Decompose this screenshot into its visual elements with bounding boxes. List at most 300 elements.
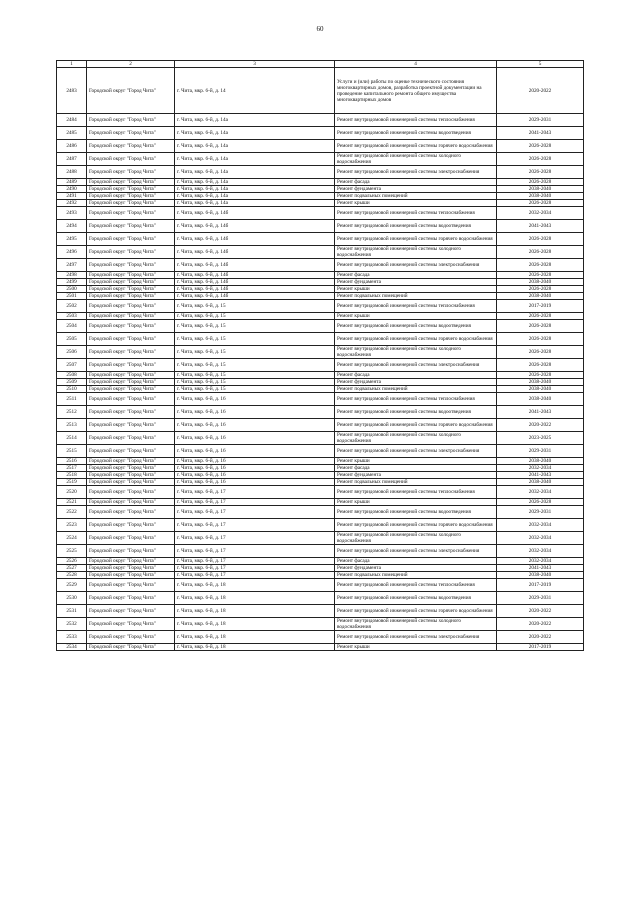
period-cell: 2032-2034: [497, 545, 584, 558]
repair-schedule-table: [56, 60, 584, 651]
work-type-cell: Ремонт фундамента: [335, 186, 497, 193]
address-cell: г. Чита, мкр. 6-й, д. 14б: [175, 272, 335, 279]
address-cell: г. Чита, мкр. 6-й, д. 14а: [175, 153, 335, 166]
table-row: [57, 186, 584, 193]
row-number-cell: 2534: [57, 644, 87, 651]
municipality-cell: Городской округ "Город Чита": [87, 499, 175, 506]
table-row: [57, 465, 584, 472]
address-cell: г. Чита, мкр. 6-й, д. 17: [175, 565, 335, 572]
work-type-cell: Ремонт внутридомовой инженерной системы горячего водоснабжения: [335, 140, 497, 153]
work-type-cell: Ремонт внутридомовой инженерной системы водоотведения: [335, 320, 497, 333]
period-cell: 2026-2028: [497, 286, 584, 293]
work-type-cell: Ремонт крыши: [335, 286, 497, 293]
municipality-cell: Городской округ "Город Чита": [87, 233, 175, 246]
address-cell: г. Чита, мкр. 6-й, д. 17: [175, 506, 335, 519]
work-type-cell: Ремонт внутридомовой инженерной системы холодного водоснабжения: [335, 346, 497, 359]
table-row: [57, 259, 584, 272]
municipality-cell: Городской округ "Город Чита": [87, 519, 175, 532]
period-cell: 2029-2031: [497, 592, 584, 605]
municipality-cell: Городской округ "Город Чита": [87, 286, 175, 293]
row-number-cell: 2483: [57, 68, 87, 114]
table-row: [57, 458, 584, 465]
work-type-cell: Услуги и (или) работы по оценке технического состояния многоквартирных домов, разработка проектной документации на проведение капитального ремонта общего имущества многоквартирных домов: [335, 68, 497, 114]
work-type-cell: Ремонт внутридомовой инженерной системы горячего водоснабжения: [335, 519, 497, 532]
table-row: [57, 605, 584, 618]
column-header: 3: [175, 61, 335, 68]
table-row: [57, 486, 584, 499]
period-cell: 2032-2034: [497, 558, 584, 565]
row-number-cell: 2532: [57, 618, 87, 631]
period-cell: 2026-2028: [497, 372, 584, 379]
period-cell: 2032-2034: [497, 519, 584, 532]
row-number-cell: 2492: [57, 200, 87, 207]
table-row: [57, 140, 584, 153]
period-cell: 2026-2028: [497, 320, 584, 333]
row-number-cell: 2517: [57, 465, 87, 472]
table-row: [57, 220, 584, 233]
municipality-cell: Городской округ "Город Чита": [87, 207, 175, 220]
period-cell: 2038-2040: [497, 193, 584, 200]
period-cell: 2023-2025: [497, 432, 584, 445]
address-cell: г. Чита, мкр. 6-й, д. 16: [175, 465, 335, 472]
period-cell: 2032-2034: [497, 532, 584, 545]
table-row: [57, 579, 584, 592]
address-cell: г. Чита, мкр. 6-й, д. 18: [175, 618, 335, 631]
work-type-cell: Ремонт внутридомовой инженерной системы теплоснабжения: [335, 207, 497, 220]
municipality-cell: Городской округ "Город Чита": [87, 572, 175, 579]
table-row: [57, 166, 584, 179]
municipality-cell: Городской округ "Город Чита": [87, 419, 175, 432]
address-cell: г. Чита, мкр. 6-й, д. 14б: [175, 233, 335, 246]
period-cell: 2026-2028: [497, 359, 584, 372]
table-row: [57, 631, 584, 644]
table-row: [57, 127, 584, 140]
work-type-cell: Ремонт фасада: [335, 372, 497, 379]
table-row: [57, 193, 584, 200]
work-type-cell: Ремонт внутридомовой инженерной системы водоотведения: [335, 220, 497, 233]
municipality-cell: Городской округ "Город Чита": [87, 565, 175, 572]
table-row: [57, 565, 584, 572]
address-cell: г. Чита, мкр. 6-й, д. 14а: [175, 114, 335, 127]
work-type-cell: Ремонт фундамента: [335, 279, 497, 286]
address-cell: г. Чита, мкр. 6-й, д. 16: [175, 406, 335, 419]
row-number-cell: 2500: [57, 286, 87, 293]
period-cell: 2026-2028: [497, 233, 584, 246]
municipality-cell: Городской округ "Город Чита": [87, 386, 175, 393]
municipality-cell: Городской округ "Город Чита": [87, 333, 175, 346]
table-row: [57, 519, 584, 532]
period-cell: 2038-2040: [497, 572, 584, 579]
address-cell: г. Чита, мкр. 6-й, д. 14: [175, 68, 335, 114]
period-cell: 2026-2028: [497, 499, 584, 506]
municipality-cell: Городской округ "Город Чита": [87, 618, 175, 631]
table-row: [57, 644, 584, 651]
work-type-cell: Ремонт внутридомовой инженерной системы холодного водоснабжения: [335, 618, 497, 631]
period-cell: 2038-2040: [497, 458, 584, 465]
row-number-cell: 2521: [57, 499, 87, 506]
address-cell: г. Чита, мкр. 6-й, д. 15: [175, 372, 335, 379]
municipality-cell: Городской округ "Город Чита": [87, 68, 175, 114]
table-row: [57, 286, 584, 293]
column-header: 1: [57, 61, 87, 68]
work-type-cell: Ремонт внутридомовой инженерной системы холодного водоснабжения: [335, 153, 497, 166]
address-cell: г. Чита, мкр. 6-й, д. 15: [175, 333, 335, 346]
period-cell: 2038-2040: [497, 479, 584, 486]
period-cell: 2026-2028: [497, 272, 584, 279]
municipality-cell: Городской округ "Город Чита": [87, 300, 175, 313]
table-row: [57, 406, 584, 419]
period-cell: 2020-2022: [497, 419, 584, 432]
period-cell: 2026-2028: [497, 246, 584, 259]
period-cell: 2032-2034: [497, 207, 584, 220]
row-number-cell: 2488: [57, 166, 87, 179]
address-cell: г. Чита, мкр. 6-й, д. 16: [175, 393, 335, 406]
municipality-cell: Городской округ "Город Чита": [87, 506, 175, 519]
municipality-cell: Городской округ "Город Чита": [87, 359, 175, 372]
row-number-cell: 2525: [57, 545, 87, 558]
municipality-cell: Городской округ "Город Чита": [87, 346, 175, 359]
row-number-cell: 2501: [57, 293, 87, 300]
table-row: [57, 153, 584, 166]
period-cell: 2026-2028: [497, 259, 584, 272]
work-type-cell: Ремонт внутридомовой инженерной системы горячего водоснабжения: [335, 605, 497, 618]
work-type-cell: Ремонт фундамента: [335, 472, 497, 479]
work-type-cell: Ремонт внутридомовой инженерной системы холодного водоснабжения: [335, 246, 497, 259]
municipality-cell: Городской округ "Город Чита": [87, 259, 175, 272]
period-cell: 2020-2022: [497, 605, 584, 618]
row-number-cell: 2484: [57, 114, 87, 127]
period-cell: 2041-2043: [497, 472, 584, 479]
row-number-cell: 2510: [57, 386, 87, 393]
address-cell: г. Чита, мкр. 6-й, д. 17: [175, 545, 335, 558]
row-number-cell: 2499: [57, 279, 87, 286]
row-number-cell: 2507: [57, 359, 87, 372]
municipality-cell: Городской округ "Город Чита": [87, 465, 175, 472]
row-number-cell: 2527: [57, 565, 87, 572]
work-type-cell: Ремонт внутридомовой инженерной системы электроснабжения: [335, 445, 497, 458]
table-row: [57, 379, 584, 386]
table-row: [57, 207, 584, 220]
row-number-cell: 2523: [57, 519, 87, 532]
municipality-cell: Городской округ "Город Чита": [87, 472, 175, 479]
period-cell: 2026-2028: [497, 313, 584, 320]
municipality-cell: Городской округ "Город Чита": [87, 406, 175, 419]
municipality-cell: Городской округ "Город Чита": [87, 220, 175, 233]
work-type-cell: Ремонт фасада: [335, 272, 497, 279]
period-cell: 2038-2040: [497, 386, 584, 393]
municipality-cell: Городской округ "Город Чита": [87, 432, 175, 445]
municipality-cell: Городской округ "Город Чита": [87, 179, 175, 186]
municipality-cell: Городской округ "Город Чита": [87, 644, 175, 651]
municipality-cell: Городской округ "Город Чита": [87, 140, 175, 153]
address-cell: г. Чита, мкр. 6-й, д. 16: [175, 419, 335, 432]
work-type-cell: Ремонт крыши: [335, 458, 497, 465]
municipality-cell: Городской округ "Город Чита": [87, 313, 175, 320]
municipality-cell: Городской округ "Город Чита": [87, 486, 175, 499]
table-row: [57, 359, 584, 372]
municipality-cell: Городской округ "Город Чита": [87, 579, 175, 592]
work-type-cell: Ремонт внутридомовой инженерной системы электроснабжения: [335, 359, 497, 372]
work-type-cell: Ремонт внутридомовой инженерной системы электроснабжения: [335, 545, 497, 558]
address-cell: г. Чита, мкр. 6-й, д. 18: [175, 644, 335, 651]
table-row: [57, 393, 584, 406]
municipality-cell: Городской округ "Город Чита": [87, 631, 175, 644]
row-number-cell: 2502: [57, 300, 87, 313]
municipality-cell: Городской округ "Город Чита": [87, 200, 175, 207]
period-cell: 2017-2019: [497, 300, 584, 313]
table-row: [57, 114, 584, 127]
period-cell: 2017-2019: [497, 644, 584, 651]
work-type-cell: Ремонт фундамента: [335, 565, 497, 572]
row-number-cell: 2533: [57, 631, 87, 644]
address-cell: г. Чита, мкр. 6-й, д. 14а: [175, 186, 335, 193]
work-type-cell: Ремонт подвальных помещений: [335, 386, 497, 393]
municipality-cell: Городской округ "Город Чита": [87, 479, 175, 486]
row-number-cell: 2528: [57, 572, 87, 579]
period-cell: 2029-2031: [497, 114, 584, 127]
address-cell: г. Чита, мкр. 6-й, д. 16: [175, 445, 335, 458]
row-number-cell: 2529: [57, 579, 87, 592]
row-number-cell: 2511: [57, 393, 87, 406]
table-row: [57, 272, 584, 279]
municipality-cell: Городской округ "Город Чита": [87, 279, 175, 286]
row-number-cell: 2518: [57, 472, 87, 479]
work-type-cell: Ремонт внутридомовой инженерной системы горячего водоснабжения: [335, 333, 497, 346]
row-number-cell: 2530: [57, 592, 87, 605]
table-row: [57, 419, 584, 432]
period-cell: 2020-2022: [497, 618, 584, 631]
municipality-cell: Городской округ "Город Чита": [87, 393, 175, 406]
table-row: [57, 618, 584, 631]
work-type-cell: Ремонт внутридомовой инженерной системы холодного водоснабжения: [335, 432, 497, 445]
table-row: [57, 532, 584, 545]
municipality-cell: Городской округ "Город Чита": [87, 153, 175, 166]
table-row: [57, 320, 584, 333]
municipality-cell: Городской округ "Город Чита": [87, 166, 175, 179]
address-cell: г. Чита, мкр. 6-й, д. 15: [175, 320, 335, 333]
municipality-cell: Городской округ "Город Чита": [87, 379, 175, 386]
address-cell: г. Чита, мкр. 6-й, д. 14а: [175, 193, 335, 200]
work-type-cell: Ремонт внутридомовой инженерной системы горячего водоснабжения: [335, 419, 497, 432]
municipality-cell: Городской округ "Город Чита": [87, 372, 175, 379]
period-cell: 2032-2034: [497, 486, 584, 499]
work-type-cell: Ремонт внутридомовой инженерной системы электроснабжения: [335, 259, 497, 272]
row-number-cell: 2498: [57, 272, 87, 279]
address-cell: г. Чита, мкр. 6-й, д. 18: [175, 631, 335, 644]
period-cell: 2026-2028: [497, 153, 584, 166]
address-cell: г. Чита, мкр. 6-й, д. 14б: [175, 246, 335, 259]
address-cell: г. Чита, мкр. 6-й, д. 16: [175, 432, 335, 445]
table-row: [57, 233, 584, 246]
period-cell: 2029-2031: [497, 445, 584, 458]
municipality-cell: Городской округ "Город Чита": [87, 458, 175, 465]
period-cell: 2029-2031: [497, 506, 584, 519]
address-cell: г. Чита, мкр. 6-й, д. 14а: [175, 200, 335, 207]
period-cell: 2020-2022: [497, 68, 584, 114]
period-cell: 2041-2043: [497, 127, 584, 140]
row-number-cell: 2522: [57, 506, 87, 519]
row-number-cell: 2493: [57, 207, 87, 220]
address-cell: г. Чита, мкр. 6-й, д. 14б: [175, 293, 335, 300]
row-number-cell: 2519: [57, 479, 87, 486]
table-row: [57, 346, 584, 359]
period-cell: 2038-2040: [497, 293, 584, 300]
work-type-cell: Ремонт внутридомовой инженерной системы горячего водоснабжения: [335, 233, 497, 246]
table-row: [57, 479, 584, 486]
work-type-cell: Ремонт внутридомовой инженерной системы теплоснабжения: [335, 300, 497, 313]
period-cell: 2026-2028: [497, 333, 584, 346]
column-header: 5: [497, 61, 584, 68]
work-type-cell: Ремонт фасада: [335, 558, 497, 565]
address-cell: г. Чита, мкр. 6-й, д. 14б: [175, 259, 335, 272]
work-type-cell: Ремонт крыши: [335, 313, 497, 320]
municipality-cell: Городской округ "Город Чита": [87, 114, 175, 127]
period-cell: 2026-2028: [497, 140, 584, 153]
address-cell: г. Чита, мкр. 6-й, д. 18: [175, 592, 335, 605]
address-cell: г. Чита, мкр. 6-й, д. 17: [175, 572, 335, 579]
municipality-cell: Городской округ "Город Чита": [87, 127, 175, 140]
municipality-cell: Городской округ "Город Чита": [87, 320, 175, 333]
address-cell: г. Чита, мкр. 6-й, д. 15: [175, 386, 335, 393]
period-cell: 2026-2028: [497, 346, 584, 359]
period-cell: 2038-2040: [497, 393, 584, 406]
row-number-cell: 2494: [57, 220, 87, 233]
table-row: [57, 279, 584, 286]
work-type-cell: Ремонт внутридомовой инженерной системы водоотведения: [335, 506, 497, 519]
row-number-cell: 2504: [57, 320, 87, 333]
address-cell: г. Чита, мкр. 6-й, д. 17: [175, 499, 335, 506]
work-type-cell: Ремонт внутридомовой инженерной системы электроснабжения: [335, 631, 497, 644]
address-cell: г. Чита, мкр. 6-й, д. 17: [175, 532, 335, 545]
work-type-cell: Ремонт подвальных помещений: [335, 572, 497, 579]
table-row: [57, 68, 584, 114]
row-number-cell: 2513: [57, 419, 87, 432]
address-cell: г. Чита, мкр. 6-й, д. 16: [175, 472, 335, 479]
row-number-cell: 2509: [57, 379, 87, 386]
period-cell: 2026-2028: [497, 200, 584, 207]
period-cell: 2017-2019: [497, 579, 584, 592]
row-number-cell: 2490: [57, 186, 87, 193]
period-cell: 2026-2028: [497, 179, 584, 186]
municipality-cell: Городской округ "Город Чита": [87, 532, 175, 545]
work-type-cell: Ремонт внутридомовой инженерной системы водоотведения: [335, 127, 497, 140]
address-cell: г. Чита, мкр. 6-й, д. 14а: [175, 166, 335, 179]
table-row: [57, 300, 584, 313]
row-number-cell: 2506: [57, 346, 87, 359]
address-cell: г. Чита, мкр. 6-й, д. 14а: [175, 140, 335, 153]
work-type-cell: Ремонт фасада: [335, 465, 497, 472]
municipality-cell: Городской округ "Город Чита": [87, 558, 175, 565]
row-number-cell: 2505: [57, 333, 87, 346]
work-type-cell: Ремонт крыши: [335, 644, 497, 651]
row-number-cell: 2514: [57, 432, 87, 445]
row-number-cell: 2497: [57, 259, 87, 272]
work-type-cell: Ремонт внутридомовой инженерной системы водоотведения: [335, 592, 497, 605]
row-number-cell: 2487: [57, 153, 87, 166]
address-cell: г. Чита, мкр. 6-й, д. 18: [175, 579, 335, 592]
address-cell: г. Чита, мкр. 6-й, д. 18: [175, 605, 335, 618]
row-number-cell: 2491: [57, 193, 87, 200]
column-header: 2: [87, 61, 175, 68]
work-type-cell: Ремонт подвальных помещений: [335, 193, 497, 200]
work-type-cell: Ремонт подвальных помещений: [335, 293, 497, 300]
row-number-cell: 2495: [57, 233, 87, 246]
table-row: [57, 313, 584, 320]
row-number-cell: 2512: [57, 406, 87, 419]
period-cell: 2032-2034: [497, 465, 584, 472]
column-header: 4: [335, 61, 497, 68]
municipality-cell: Городской округ "Город Чита": [87, 592, 175, 605]
table-row: [57, 333, 584, 346]
table-row: [57, 499, 584, 506]
municipality-cell: Городской округ "Город Чита": [87, 272, 175, 279]
table-row: [57, 472, 584, 479]
table-row: [57, 246, 584, 259]
address-cell: г. Чита, мкр. 6-й, д. 14а: [175, 127, 335, 140]
table-row: [57, 545, 584, 558]
work-type-cell: Ремонт фундамента: [335, 379, 497, 386]
row-number-cell: 2526: [57, 558, 87, 565]
address-cell: г. Чита, мкр. 6-й, д. 15: [175, 300, 335, 313]
municipality-cell: Городской округ "Город Чита": [87, 545, 175, 558]
work-type-cell: Ремонт внутридомовой инженерной системы водоотведения: [335, 406, 497, 419]
address-cell: г. Чита, мкр. 6-й, д. 17: [175, 519, 335, 532]
table-row: [57, 179, 584, 186]
column-number-row: [57, 61, 584, 68]
period-cell: 2038-2040: [497, 279, 584, 286]
work-type-cell: Ремонт внутридомовой инженерной системы теплоснабжения: [335, 579, 497, 592]
municipality-cell: Городской округ "Город Чита": [87, 605, 175, 618]
address-cell: г. Чита, мкр. 6-й, д. 16: [175, 479, 335, 486]
address-cell: г. Чита, мкр. 6-й, д. 15: [175, 313, 335, 320]
address-cell: г. Чита, мкр. 6-й, д. 15: [175, 379, 335, 386]
row-number-cell: 2508: [57, 372, 87, 379]
row-number-cell: 2516: [57, 458, 87, 465]
municipality-cell: Городской округ "Город Чита": [87, 186, 175, 193]
period-cell: 2041-2043: [497, 220, 584, 233]
address-cell: г. Чита, мкр. 6-й, д. 16: [175, 458, 335, 465]
period-cell: 2026-2028: [497, 166, 584, 179]
work-type-cell: Ремонт внутридомовой инженерной системы теплоснабжения: [335, 393, 497, 406]
address-cell: г. Чита, мкр. 6-й, д. 17: [175, 486, 335, 499]
table-row: [57, 432, 584, 445]
page-number: 60: [316, 25, 324, 33]
work-type-cell: Ремонт крыши: [335, 499, 497, 506]
address-cell: г. Чита, мкр. 6-й, д. 14б: [175, 220, 335, 233]
row-number-cell: 2496: [57, 246, 87, 259]
work-type-cell: Ремонт подвальных помещений: [335, 479, 497, 486]
work-type-cell: Ремонт внутридомовой инженерной системы теплоснабжения: [335, 114, 497, 127]
municipality-cell: Городской округ "Город Чита": [87, 193, 175, 200]
period-cell: 2041-2043: [497, 406, 584, 419]
table-row: [57, 572, 584, 579]
address-cell: г. Чита, мкр. 6-й, д. 14б: [175, 279, 335, 286]
table-row: [57, 200, 584, 207]
table-row: [57, 445, 584, 458]
period-cell: 2020-2022: [497, 631, 584, 644]
row-number-cell: 2524: [57, 532, 87, 545]
address-cell: г. Чита, мкр. 6-й, д. 14б: [175, 207, 335, 220]
row-number-cell: 2486: [57, 140, 87, 153]
row-number-cell: 2520: [57, 486, 87, 499]
work-type-cell: Ремонт внутридомовой инженерной системы электроснабжения: [335, 166, 497, 179]
table-row: [57, 558, 584, 565]
address-cell: г. Чита, мкр. 6-й, д. 14б: [175, 286, 335, 293]
municipality-cell: Городской округ "Город Чита": [87, 293, 175, 300]
table-row: [57, 293, 584, 300]
work-type-cell: Ремонт внутридомовой инженерной системы теплоснабжения: [335, 486, 497, 499]
address-cell: г. Чита, мкр. 6-й, д. 15: [175, 359, 335, 372]
